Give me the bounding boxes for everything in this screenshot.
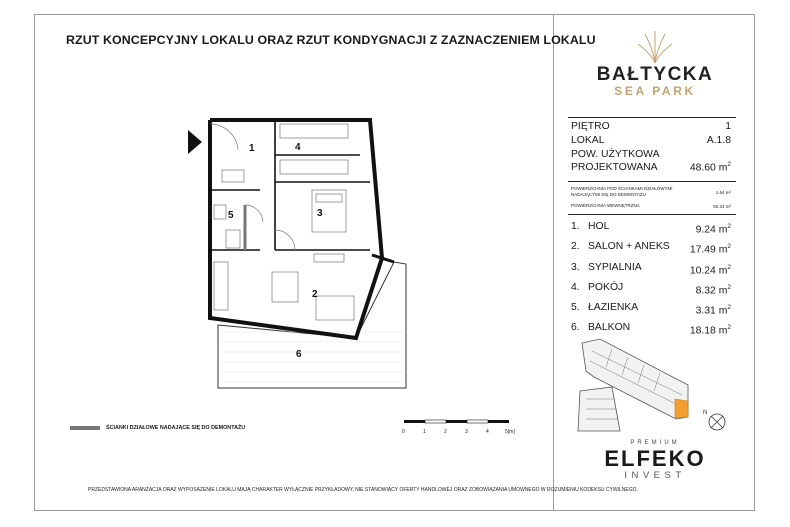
floor-value: 1: [725, 121, 731, 132]
area-value: 48.60 m: [689, 162, 728, 173]
developer-premium: PREMIUM: [630, 440, 680, 446]
legend-swatch: [70, 426, 100, 430]
entrance-arrow-icon: [188, 130, 202, 154]
small-row-label: POWIERZCHNIA WEWNĘTRZNA: [571, 203, 640, 208]
column-divider: [553, 14, 554, 511]
grass-plumes-icon: [635, 30, 675, 64]
plan-label-2: 2: [312, 289, 318, 300]
list-item: 4. POKÓJ 8.32 $m^2$: [571, 281, 731, 297]
small-row-value: 1.64 m²: [715, 189, 731, 195]
brand-name: BAŁTYCKA: [596, 64, 714, 85]
list-item: 6. BALKON 18.18 $m^2$: [571, 322, 731, 337]
area-label-1: POW. UŻYTKOWA: [571, 149, 660, 160]
developer-invest: INVEST: [624, 470, 686, 481]
floor-label: PIĘTRO: [571, 121, 610, 132]
scale-tick-4: 4: [486, 429, 489, 435]
small-area-rows: [571, 186, 731, 214]
brand-subname: SEA PARK: [614, 84, 696, 98]
area-unit-sup: 2: [727, 160, 731, 168]
unit-info: [571, 120, 731, 174]
compass-icon: [703, 406, 727, 432]
scale-tick-2: 2: [444, 429, 447, 435]
scale-tick-3: 3: [465, 429, 468, 435]
scale-bar: [400, 418, 540, 440]
separator-rooms: [568, 214, 736, 215]
disclaimer: PRZEDSTAWIONA ARANŻACJA ORAZ WYPOSAŻENIE LOKALU MAJĄ CHARAKTER WYŁĄCZNIE PRZYKŁADOWY, NIE STANOWIĄCY OFERTY HANDLOWEJ ORAZ ZOBOWIĄZANIA UMOWNEGO W ROZUMIENIU KODEKSU CYWILNEGO.: [88, 487, 638, 493]
list-item: 5. ŁAZIENKA 3.31 $m^2$: [571, 302, 731, 317]
legend: [70, 425, 245, 431]
separator-mid: [568, 181, 736, 182]
small-row-label: POWIERZCHNIA POD ŚCIANKAMI DZIAŁOWYMI NADAJĄCYMI SIĘ DO DEMONTAŻU: [571, 186, 673, 197]
page-title: RZUT KONCEPCYJNY LOKALU ORAZ RZUT KONDYGNACJI Z ZAZNACZENIEM LOKALU: [66, 33, 596, 47]
plan-label-4: 4: [295, 142, 301, 153]
building-key-plan: [572, 337, 694, 433]
plan-label-1: 1: [249, 143, 255, 154]
brand-logo: [555, 30, 755, 98]
list-item: 2. SALON + ANEKS 17.49 $m^2$: [571, 241, 731, 256]
unit-label: LOKAL: [571, 135, 605, 146]
small-row: [571, 203, 731, 209]
list-item: 1. HOL 9.24 $m^2$: [571, 221, 731, 236]
compass-label: N: [703, 410, 708, 416]
small-row: [571, 186, 731, 198]
scale-tick-5: 5[m]: [505, 429, 515, 435]
plan-label-5: 5: [228, 210, 234, 221]
plan-label-6: 6: [296, 349, 302, 360]
plan-label-3: 3: [317, 208, 323, 219]
selected-unit-highlight: [675, 399, 688, 418]
balcony-area: [218, 262, 406, 388]
developer-name: ELFEKO: [604, 446, 706, 471]
scale-tick-0: 0: [402, 429, 405, 435]
area-label-2: PROJEKTOWANA: [571, 162, 658, 173]
developer-logo: [555, 440, 755, 481]
unit-value: A.1.8: [706, 135, 731, 146]
legend-text: ŚCIANKI DZIAŁOWE NADAJĄCE SIĘ DO DEMONTAŻU: [106, 425, 246, 431]
list-item: 3. SYPIALNIA 10.24 $m^2$: [571, 261, 731, 276]
floor-plan: [60, 100, 420, 400]
scale-tick-1: 1: [423, 429, 426, 435]
small-row-value: 50.24 m²: [713, 203, 731, 209]
separator-top: [568, 117, 736, 118]
room-list: [571, 219, 731, 341]
